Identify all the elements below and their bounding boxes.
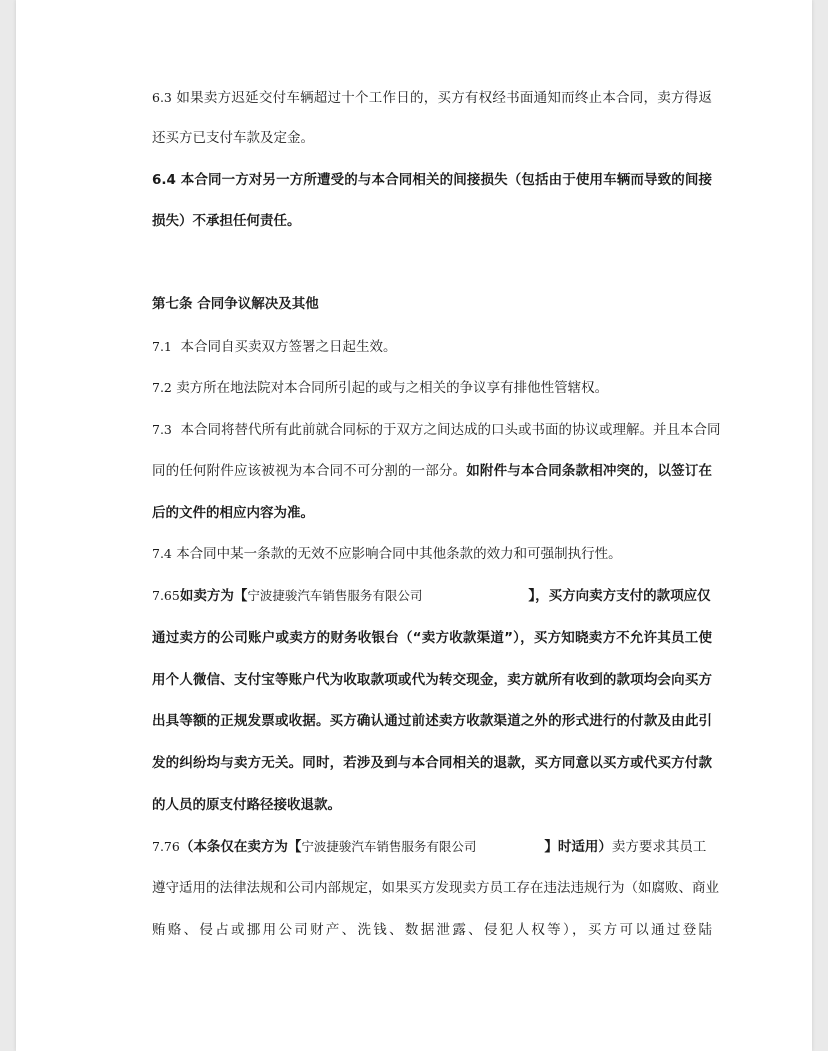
clause-text-bold: 如附件与本合同条款相冲突的，以签订在 xyxy=(466,463,713,479)
clause-number: 7.65 xyxy=(152,588,180,603)
clause-text: 本合同中某一条款的无效不应影响合同中其他条款的效力和可强制执行性。 xyxy=(176,546,622,562)
clause-7-1 xyxy=(152,337,712,357)
clause-7-5-line-2: 通过卖方的公司账户或卖方的财务收银台（“卖方收款渠道”），买方知晓卖方不允许其员工使 xyxy=(152,630,712,646)
clause-6-3-line-1 xyxy=(152,88,712,108)
clause-text-bold: 】，买方向卖方支付的款项应仅 xyxy=(528,588,711,604)
clause-7-2 xyxy=(152,378,712,398)
clause-number: 7.1 xyxy=(152,339,172,354)
article-7-heading: 第七条 合同争议解决及其他 xyxy=(152,296,319,312)
clause-7-5-line-1 xyxy=(152,586,712,606)
clause-number: 7.4 xyxy=(152,546,172,561)
clause-text-bold: 如卖方为【 xyxy=(179,588,248,604)
clause-text: 如果卖方迟延交付车辆超过十个工作日的，买方有权经书面通知而终止本合同，卖方得返 xyxy=(176,90,712,106)
company-name: 宁波捷骏汽车销售服务有限公司 xyxy=(301,839,477,854)
clause-text: 同的任何附件应该被视为本合同不可分割的一部分。 xyxy=(152,463,467,479)
clause-number: 6.3 xyxy=(152,90,172,105)
clause-text-bold: （本条仅在卖方为【 xyxy=(179,839,302,855)
clause-text: 本合同将替代所有此前就合同标的于双方之间达成的口头或书面的协议或理解。并且本合同 xyxy=(180,422,721,438)
clause-number: 7.76 xyxy=(152,839,180,854)
clause-7-3-line-2 xyxy=(152,461,712,481)
document-page xyxy=(16,0,812,1051)
clause-7-6-line-3: 贿赂、侵占或挪用公司财产、洗钱、数据泄露、侵犯人权等），买方可以通过登陆 xyxy=(152,922,712,938)
clause-7-5-line-5: 发的纠纷均与卖方无关。同时，若涉及到与本合同相关的退款，买方同意以买方或代买方付款 xyxy=(152,755,712,771)
clause-text: 卖方所在地法院对本合同所引起的或与之相关的争议享有排他性管辖权。 xyxy=(176,380,609,396)
clause-6-4-line-1: 6.4 本合同一方对另一方所遭受的与本合同相关的间接损失（包括由于使用车辆而导致的间接 xyxy=(152,172,712,188)
clause-6-4-line-2: 损失）不承担任何责任。 xyxy=(152,213,301,229)
clause-text-bold: 】时适用） xyxy=(544,839,612,855)
clause-7-6-line-2: 遵守适用的法律法规和公司内部规定，如果买方发现卖方员工存在违法违规行为（如腐败、商业 xyxy=(152,880,719,896)
clause-number: 7.2 xyxy=(152,380,172,395)
clause-number: 7.3 xyxy=(152,422,172,437)
clause-text: 卖方要求其员工 xyxy=(611,839,707,855)
clause-7-3-line-3: 后的文件的相应内容为准。 xyxy=(152,505,314,521)
clause-7-5-line-4: 出具等额的正规发票或收据。买方确认通过前述卖方收款渠道之外的形式进行的付款及由此引 xyxy=(152,713,712,729)
clause-7-3-line-1 xyxy=(152,420,721,440)
clause-text: 本合同自买卖双方签署之日起生效。 xyxy=(180,339,397,355)
company-name: 宁波捷骏汽车销售服务有限公司 xyxy=(247,588,423,603)
clause-7-6-line-1 xyxy=(152,837,712,857)
clause-7-5-line-3: 用个人微信、支付宝等账户代为收取款项或代为转交现金，卖方就所有收到的款项均会向买方 xyxy=(152,672,712,688)
clause-7-5-line-6: 的人员的原支付路径接收退款。 xyxy=(152,797,341,813)
clause-6-3-line-2: 还买方已支付车款及定金。 xyxy=(152,130,314,146)
clause-7-4 xyxy=(152,544,712,564)
